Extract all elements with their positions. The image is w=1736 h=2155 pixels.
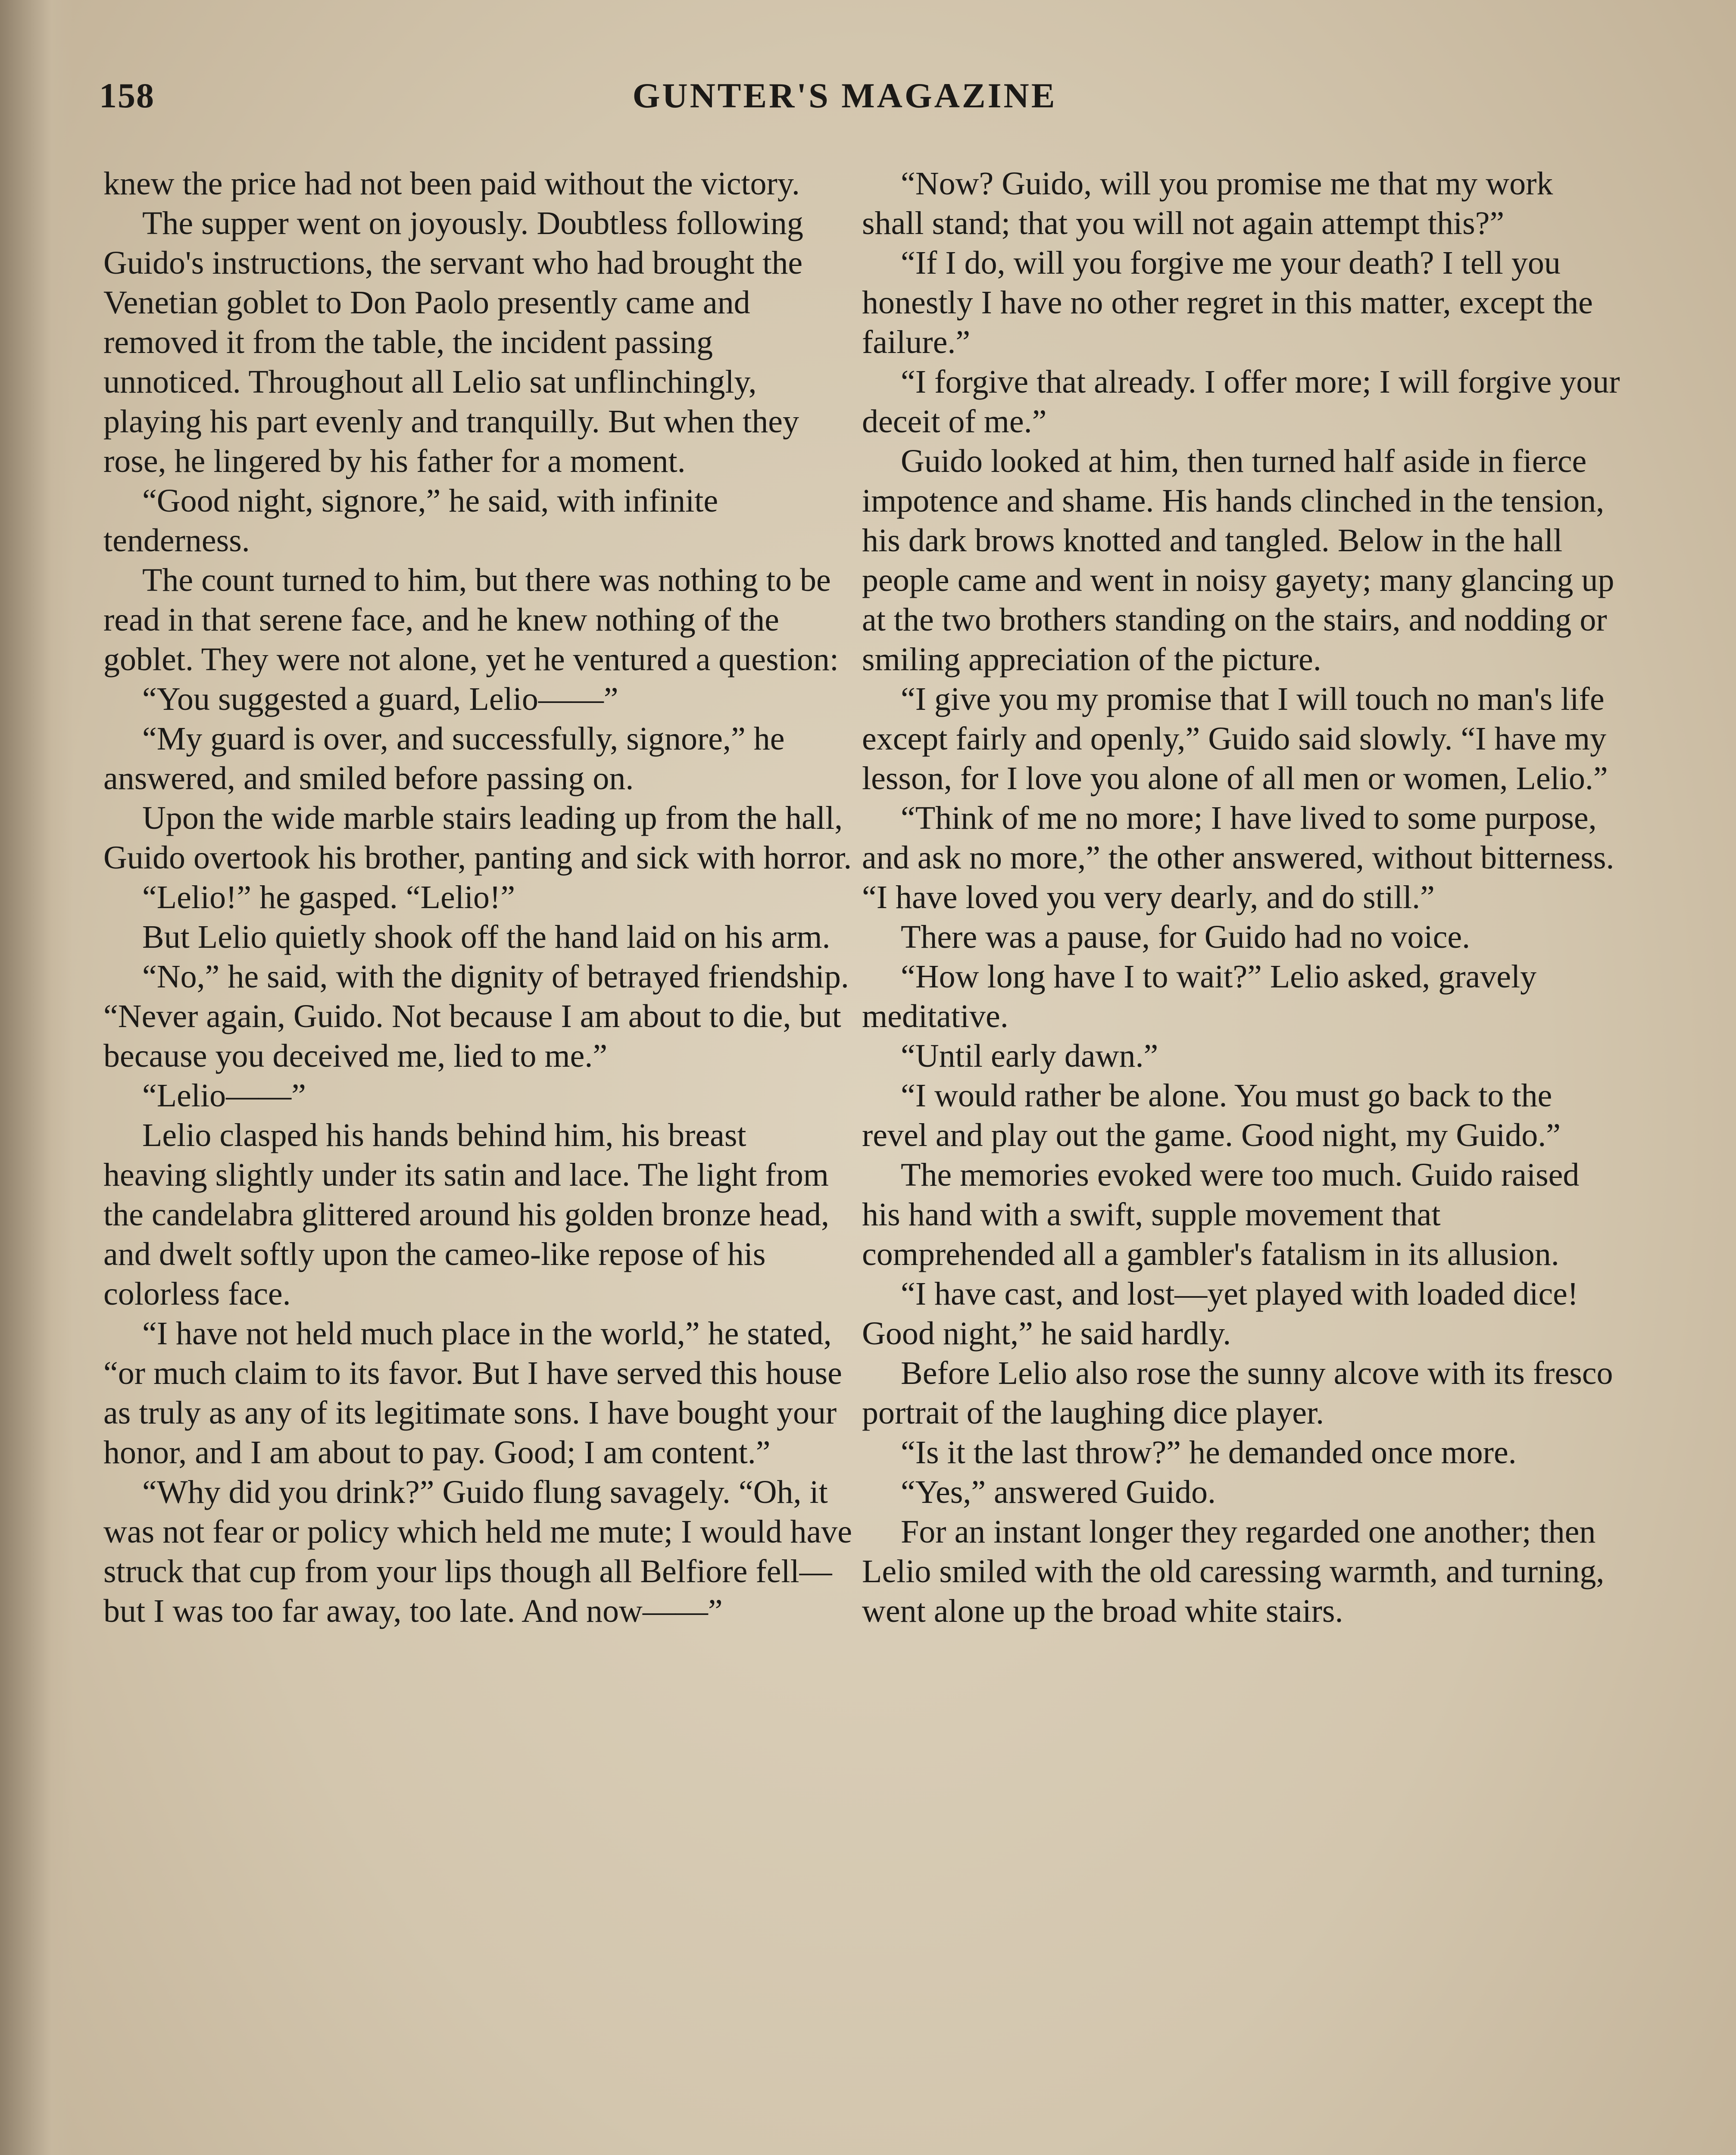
paragraph: “My guard is over, and successfully, signore,” he answered, and smiled before passing on. xyxy=(103,721,785,796)
right-column xyxy=(862,164,1620,1631)
paragraph: The memories evoked were too much. Guido raised his hand with a swift, supple movement that comprehended all a gambler's fatalism in its allusion. xyxy=(862,1157,1580,1272)
paragraph: For an instant longer they regarded one another; then Lelio smiled with the old caressing warmth, and turning, went alone up the broad white stairs. xyxy=(862,1514,1605,1629)
paragraph: “I have not held much place in the world,” he stated, “or much claim to its favor. But I have served this house as truly as any of its legitimate sons. I have bought your honor, and I am about to pay. Good; I am content.” xyxy=(103,1315,842,1471)
paragraph: knew the price had not been paid without the victory. xyxy=(103,166,800,202)
paragraph: “If I do, will you forgive me your death? I tell you honestly I have no other regret in this matter, except the failure.” xyxy=(862,245,1593,360)
paragraph: But Lelio quietly shook off the hand laid on his arm. xyxy=(142,919,831,955)
paragraph: “You suggested a guard, Lelio——” xyxy=(142,681,618,717)
paragraph: “Lelio——” xyxy=(142,1078,306,1114)
running-head: GUNTER'S MAGAZINE xyxy=(632,76,1057,115)
page-header xyxy=(0,75,1736,136)
paragraph: “No,” he said, with the dignity of betrayed friendship. “Never again, Guido. Not because I am about to die, but because you deceived me, lied to me.” xyxy=(103,959,849,1074)
paragraph: Lelio clasped his hands behind him, his breast heaving slightly under its satin and lace. The light from the candelabra glittered around his golden bronze head, and dwelt softly upon the cameo-like repose of his colorless face. xyxy=(103,1117,829,1312)
paragraph: “Why did you drink?” Guido flung savagely. “Oh, it was not fear or policy which held me mute; I would have struck that cup from your lips though all Belfiore fell—but I was too far away, too late. And now——” xyxy=(103,1474,852,1629)
paragraph: “I would rather be alone. You must go back to the revel and play out the game. Good night, my Guido.” xyxy=(862,1078,1561,1153)
paragraph: Before Lelio also rose the sunny alcove with its fresco portrait of the laughing dice player. xyxy=(862,1355,1613,1431)
paragraph: The supper went on joyously. Doubtless following Guido's instructions, the servant who had brought the Venetian goblet to Don Paolo presently came and removed it from the table, the incident passing unnoticed. Throughout all Lelio sat unflinchingly, playing his part evenly and tranquilly. But when they rose, he lingered by his father for a moment. xyxy=(103,205,803,479)
paragraph: “Is it the last throw?” he demanded once more. xyxy=(901,1434,1517,1471)
paragraph: “Yes,” answered Guido. xyxy=(901,1474,1216,1510)
paragraph: “Now? Guido, will you promise me that my work shall stand; that you will not again attempt this?” xyxy=(862,166,1553,241)
paragraph: “Lelio!” he gasped. “Lelio!” xyxy=(142,879,515,915)
paragraph: “I forgive that already. I offer more; I will forgive your deceit of me.” xyxy=(862,364,1620,440)
paragraph: “Think of me no more; I have lived to some purpose, and ask no more,” the other answered, without bitterness. “I have loved you very dearly, and do still.” xyxy=(862,800,1614,915)
paragraph: Guido looked at him, then turned half aside in fierce impotence and shame. His hands clinched in the tension, his dark brows knotted and tangled. Below in the hall people came and went in noisy gayety; many glancing up at the two brothers standing on the stairs, and nodding or smiling appreciation of the picture. xyxy=(862,443,1614,678)
paragraph: There was a pause, for Guido had no voice. xyxy=(901,919,1471,955)
page-number: 158 xyxy=(99,76,155,115)
left-column xyxy=(103,164,853,1631)
paragraph: “Until early dawn.” xyxy=(901,1038,1158,1074)
paragraph: The count turned to him, but there was nothing to be read in that serene face, and he knew nothing of the goblet. They were not alone, yet he ventured a question: xyxy=(103,562,839,678)
paragraph: “How long have I to wait?” Lelio asked, gravely meditative. xyxy=(862,959,1537,1034)
paragraph: Upon the wide marble stairs leading up from the hall, Guido overtook his brother, panting and sick with horror. xyxy=(103,800,852,876)
paragraph: “I give you my promise that I will touch no man's life except fairly and openly,” Guido said slowly. “I have my lesson, for I love you alone of all men or women, Lelio.” xyxy=(862,681,1608,796)
paragraph: “Good night, signore,” he said, with infinite tenderness. xyxy=(103,483,718,559)
paragraph: “I have cast, and lost—yet played with loaded dice! Good night,” he said hardly. xyxy=(862,1276,1579,1352)
page-gutter-shadow xyxy=(0,0,73,2155)
